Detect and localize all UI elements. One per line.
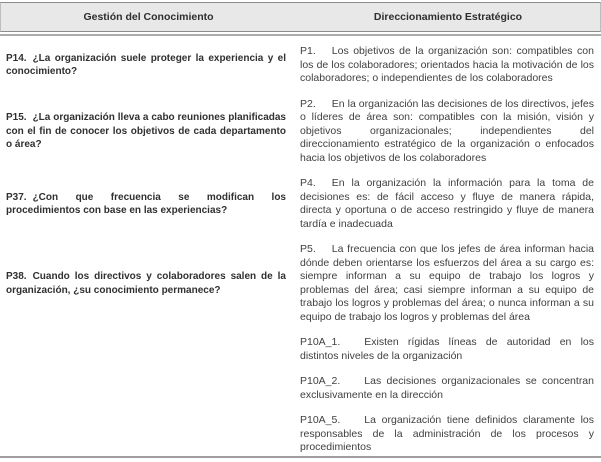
table-row	[0, 98, 601, 166]
statement-text: En la organización la información para la toma de decisiones es: de fácil acceso y fluye de manera rápida, directa y oportuna o de acceso restringido y fluye de manera tardía e inadecuada	[300, 177, 594, 230]
question-cell	[0, 111, 296, 152]
statement-p10a5	[300, 414, 594, 455]
question-label: P15.	[6, 112, 27, 123]
table-body	[0, 36, 601, 455]
statement-label: P10A_2.	[300, 375, 341, 387]
question-p14	[6, 52, 286, 79]
question-text: ¿Con que frecuencia se modifican los procedimientos con base en las experiencias?	[6, 191, 286, 216]
table-row	[0, 375, 601, 402]
table-bottom-border	[0, 456, 601, 458]
statement-cell	[296, 414, 601, 455]
table-row	[0, 45, 601, 86]
statement-text: En la organización las decisiones de los directivos, jefes o líderes de área son: compatibles con la misión, visión y objetivos organizacionales; independientes del direccionamiento estratégico de la organización o enfocados hacia los objetivos de los colaboradores	[300, 97, 594, 164]
table-row	[0, 414, 601, 455]
statement-label: P4.	[300, 177, 316, 189]
question-p37	[6, 191, 286, 218]
statement-cell	[296, 45, 601, 86]
statement-p2	[300, 98, 594, 166]
question-p15	[6, 111, 286, 152]
statement-p5	[300, 243, 594, 324]
statement-p4	[300, 177, 594, 231]
statement-label: P10A_1.	[300, 336, 341, 348]
statement-text: Los objetivos de la organización son: compatibles con los de los colaboradores; orientados hacia la motivación de los colaboradores; o independientes de los colaboradores	[300, 45, 594, 84]
statement-cell	[296, 177, 601, 231]
statement-label: P1.	[300, 45, 316, 57]
statement-cell	[296, 98, 601, 166]
statement-cell	[296, 336, 601, 363]
statement-label: P10A_5.	[300, 414, 341, 426]
question-text: ¿La organización lleva a cabo reuniones planificadas con el fin de conocer los objetivos de cada departamento o área?	[6, 112, 286, 150]
question-label: P14.	[6, 52, 27, 64]
question-cell	[0, 52, 296, 79]
table-row	[0, 177, 601, 231]
question-text: Cuando los directivos y colaboradores salen de la organización, ¿su conocimiento permanece?	[6, 271, 286, 296]
header-direccionamiento-estrategico: Direccionamiento Estratégico	[373, 11, 523, 23]
statement-cell	[296, 375, 601, 402]
statement-text: Las decisiones organizacionales se concentran exclusivamente en la dirección	[300, 375, 594, 401]
statement-label: P5.	[300, 243, 316, 255]
statement-p10a2	[300, 375, 594, 402]
header-gestion-del-conocimiento: Gestión del Conocimiento	[83, 11, 214, 23]
table-row	[0, 243, 601, 324]
statement-text: La frecuencia con que los jefes de área informan hacia dónde deben orientarse los esfuerzos del área a su cargo es: siempre informan a su equipo de trabajo los logros y problemas del área; casi siempre informan a su equipo de trabajo los logros y problemas del área; o nunca informan a su equipo de trabajo los logros y problemas del área	[300, 243, 594, 323]
question-label: P37.	[6, 191, 27, 203]
question-cell	[0, 191, 296, 218]
table-row	[0, 336, 601, 363]
statement-p1	[300, 45, 594, 86]
statement-p10a1	[300, 336, 594, 363]
statement-text: La organización tiene definidos claramente los responsables de la administración de los procesos y procedimientos	[300, 414, 594, 453]
question-label: P38.	[6, 271, 27, 282]
question-p38	[6, 270, 286, 297]
statement-cell	[296, 243, 601, 324]
statement-text: Existen rígidas líneas de autoridad en los distintos niveles de la organización	[300, 336, 594, 362]
question-text: ¿La organización suele proteger la experiencia y el conocimiento?	[6, 52, 286, 78]
statement-label: P2.	[300, 97, 316, 110]
table-header	[0, 2, 601, 32]
question-cell	[0, 270, 296, 297]
